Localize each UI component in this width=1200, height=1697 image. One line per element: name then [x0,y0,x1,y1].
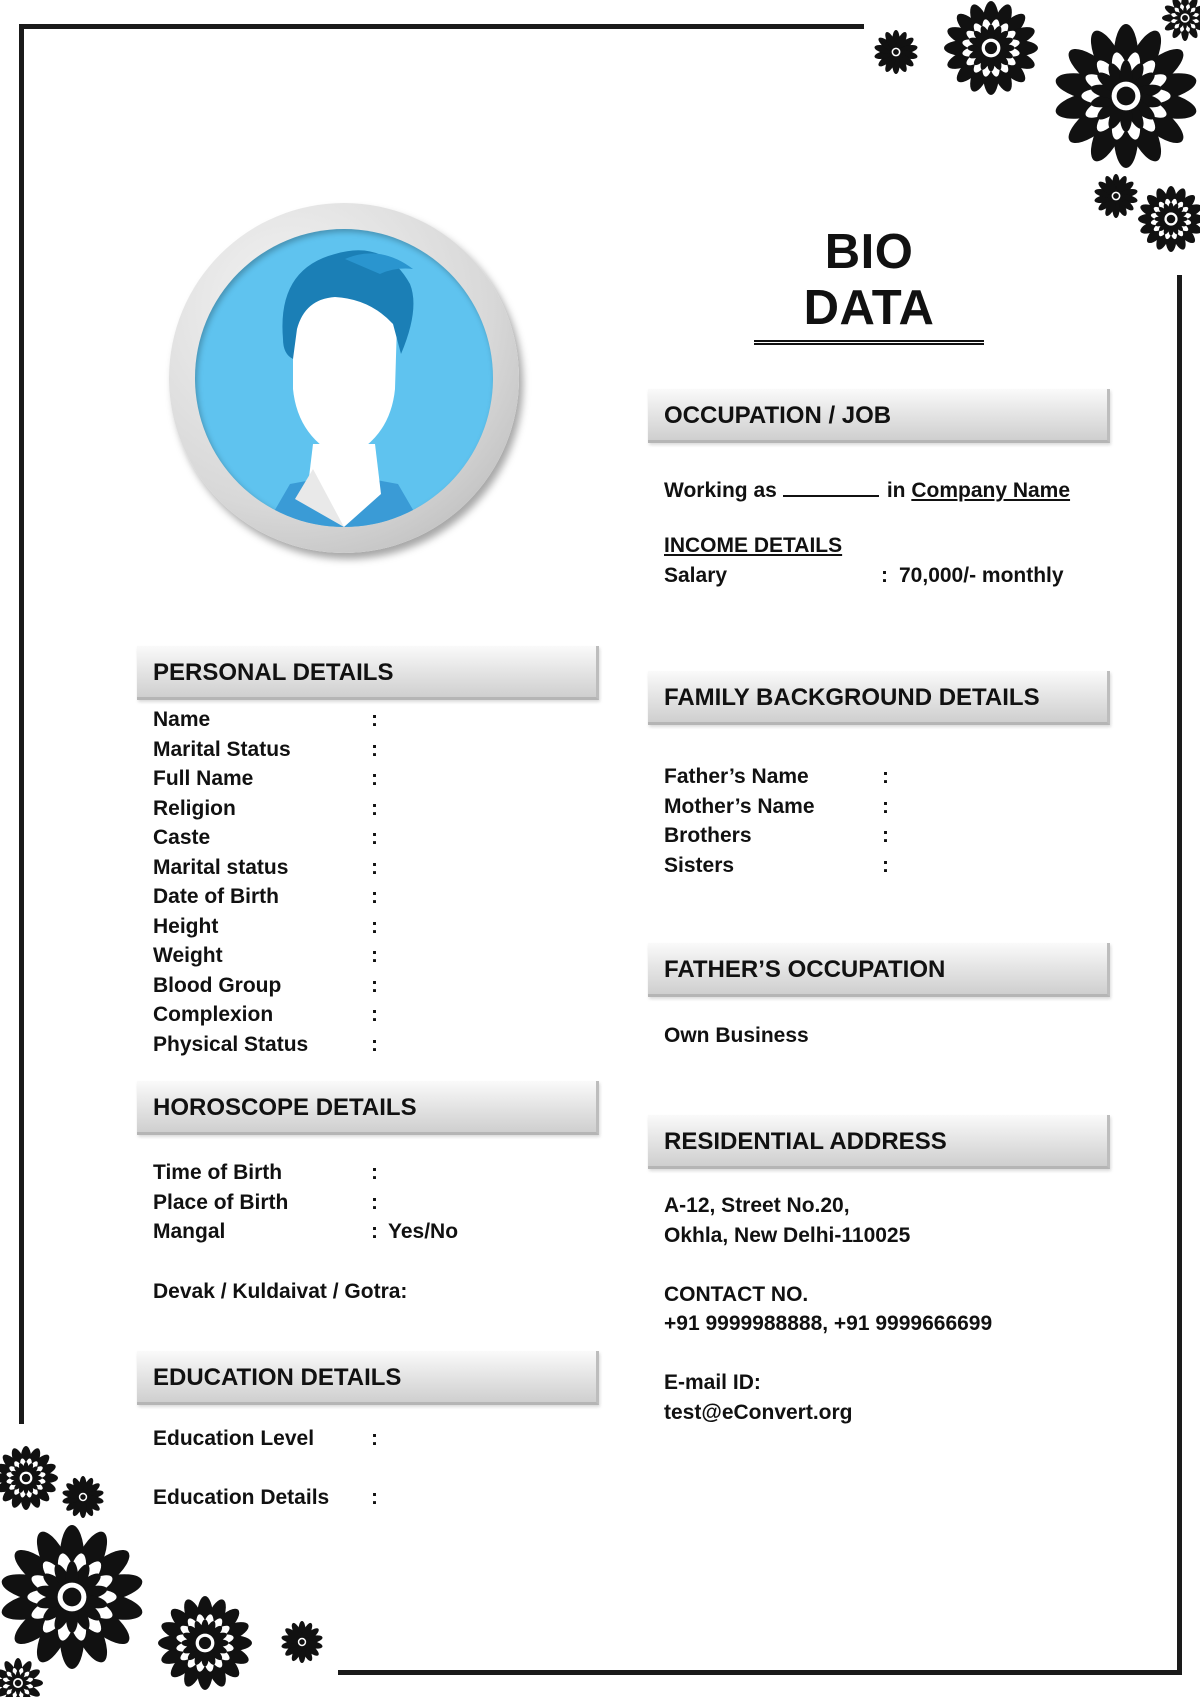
personal-field-colon: : [371,796,378,820]
personal-field-label: Weight [153,944,223,967]
horoscope-field-label: Mangal [153,1220,226,1243]
horoscope-field-colon: : [371,1220,378,1243]
flower-icon [0,1446,58,1510]
horoscope-field-label: Time of Birth [153,1161,283,1184]
page-title: BIO DATA [754,224,984,345]
flower-icon [1094,174,1139,218]
working-as-line [664,475,1070,503]
flower-icon [944,1,1038,95]
personal-field-colon: : [371,826,378,849]
salary-value: 70,000/- monthly [899,564,1064,587]
profile-photo-frame [169,203,519,553]
family-field-colon: : [882,853,889,877]
salary-label: Salary [664,564,728,587]
personal-field-colon: : [371,973,378,997]
horoscope-field-colon: : [371,1190,378,1214]
family-field-colon: : [882,824,889,847]
horoscope-header: HOROSCOPE DETAILS [137,1081,599,1135]
personal-field-label: Caste [153,826,211,849]
profile-photo [195,229,493,527]
company-name: Company Name [911,479,1071,502]
contact-label: CONTACT NO. [664,1283,809,1306]
personal-field-label: Complexion [153,1003,274,1026]
flower-icon [281,1621,324,1663]
personal-field-label: Full Name [153,767,254,790]
income-header: INCOME DETAILS [664,534,843,557]
occupation-header: OCCUPATION / JOB [648,389,1110,443]
personal-field-colon: : [371,914,378,938]
flower-icon [158,1596,252,1690]
family-field-label: Sisters [664,853,735,877]
address-header: RESIDENTIAL ADDRESS [648,1115,1110,1169]
flower-icon [1138,186,1200,252]
family-field-colon: : [882,765,889,788]
email-label: E-mail ID: [664,1371,761,1394]
contact-value: +91 9999988888, +91 9999666699 [664,1312,993,1335]
family-field-colon: : [882,794,889,818]
in-label: in [886,479,906,502]
education-field-label: Education Level [153,1427,315,1450]
family-field-label: Brothers [664,824,752,847]
personal-field-colon: : [371,708,378,731]
education-header: EDUCATION DETAILS [137,1351,599,1405]
personal-field-label: Blood Group [153,973,282,997]
personal-field-colon: : [371,1003,378,1026]
working-as-label: Working as [664,479,777,502]
flower-icon [1162,0,1200,41]
frame-left [19,24,24,1424]
address-line1: A-12, Street No.20, [664,1194,850,1217]
family-field-label: Father’s Name [664,765,809,788]
working-as-blank [783,475,879,497]
flower-icon [1053,24,1199,168]
address-line2: Okhla, New Delhi-110025 [664,1224,911,1247]
salary-colon: : [881,564,888,587]
personal-field-label: Height [153,914,219,938]
personal-field-colon: : [371,737,378,761]
father-occupation-header: FATHER’S OCCUPATION [648,943,1110,997]
family-field-label: Mother’s Name [664,794,815,818]
email-value: test@eConvert.org [664,1401,853,1424]
horoscope-field-value: Yes/No [388,1220,459,1243]
avatar-icon [195,229,493,527]
father-occupation-value: Own Business [664,1024,809,1047]
horoscope-field-colon: : [371,1161,378,1184]
personal-field-colon: : [371,885,378,908]
frame-bottom [338,1670,1182,1675]
personal-field-colon: : [371,1032,378,1056]
personal-field-label: Physical Status [153,1032,309,1056]
frame-right [1177,275,1182,1675]
personal-field-label: Marital status [153,855,289,879]
frame-top [19,24,864,29]
gotra-label: Devak / Kuldaivat / Gotra: [153,1280,408,1303]
education-field-label: Education Details [153,1486,330,1509]
personal-header: PERSONAL DETAILS [137,646,599,700]
flower-icon [874,30,919,74]
flower-icon [0,1525,145,1669]
personal-field-colon: : [371,767,378,790]
flower-icon [62,1476,105,1518]
personal-field-label: Date of Birth [153,885,279,908]
family-header: FAMILY BACKGROUND DETAILS [648,671,1110,725]
personal-field-label: Name [153,708,211,731]
flower-icon [0,1658,43,1697]
horoscope-field-label: Place of Birth [153,1190,289,1214]
personal-field-label: Marital Status [153,737,291,761]
personal-field-colon: : [371,855,378,879]
education-field-colon: : [371,1486,378,1509]
personal-field-label: Religion [153,796,236,820]
education-field-colon: : [371,1427,378,1450]
personal-field-colon: : [371,944,378,967]
